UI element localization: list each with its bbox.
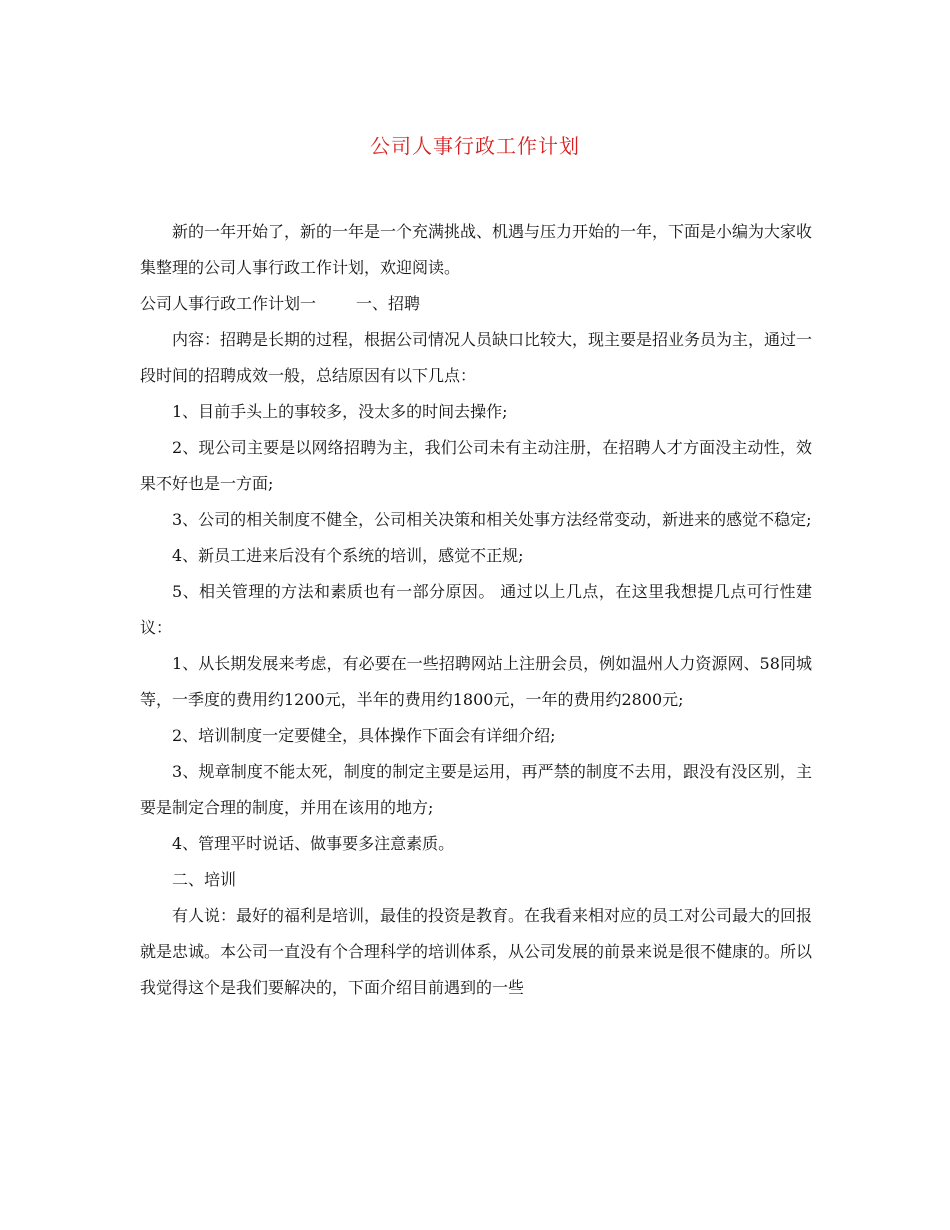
suggestion-item-2: 2、培训制度一定要健全，具体操作下面会有详细介绍; [172, 726, 556, 745]
recruit-content-paragraph: 内容：招聘是长期的过程，根据公司情况人员缺口比较大，现主要是招业务员为主，通过一段时间的招聘成效一般，总结原因有以下几点： [140, 330, 813, 385]
reason-item-1: 1、目前手头上的事较多，没太多的时间去操作; [172, 402, 508, 421]
reason-item-4: 4、新员工进来后没有个系统的培训，感觉不正规; [172, 546, 524, 565]
section1-heading: 一、招聘 [356, 294, 421, 313]
section2-heading: 二、培训 [172, 870, 237, 889]
suggestion-item-4: 4、管理平时说话、做事要多注意素质。 [172, 834, 455, 853]
document-title: 公司人事行政工作计划 [370, 134, 580, 158]
suggestion-item-1: 1、从长期发展来考虑，有必要在一些招聘网站上注册会员，例如温州人力资源网、58同城等，一季度的费用约1200元，半年的费用约1800元，一年的费用约2800元; [140, 654, 812, 709]
document-body [140, 214, 812, 1006]
plan-heading: 公司人事行政工作计划一 [140, 294, 317, 313]
plan-heading-line [140, 286, 812, 322]
suggestion-item-3: 3、规章制度不能太死，制度的制定主要是运用，再严禁的制度不去用，跟没有没区别，主要是制定合理的制度，并用在该用的地方; [140, 762, 812, 817]
reason-item-3: 3、公司的相关制度不健全，公司相关决策和相关处事方法经常变动，新进来的感觉不稳定; [172, 510, 812, 529]
reason-item-2: 2、现公司主要是以网络招聘为主，我们公司未有主动注册，在招聘人才方面没主动性，效果不好也是一方面; [140, 438, 812, 493]
reason-item-5: 5、相关管理的方法和素质也有一部分原因。 通过以上几点，在这里我想提几点可行性建议： [140, 582, 812, 637]
training-paragraph: 有人说：最好的福利是培训，最佳的投资是教育。在我看来相对应的员工对公司最大的回报就是忠诚。本公司一直没有个合理科学的培训体系，从公司发展的前景来说是很不健康的。所以我觉得这个是我们要解决的，下面介绍目前遇到的一些 [140, 906, 813, 997]
intro-paragraph: 新的一年开始了，新的一年是一个充满挑战、机遇与压力开始的一年，下面是小编为大家收集整理的公司人事行政工作计划，欢迎阅读。 [140, 222, 813, 277]
